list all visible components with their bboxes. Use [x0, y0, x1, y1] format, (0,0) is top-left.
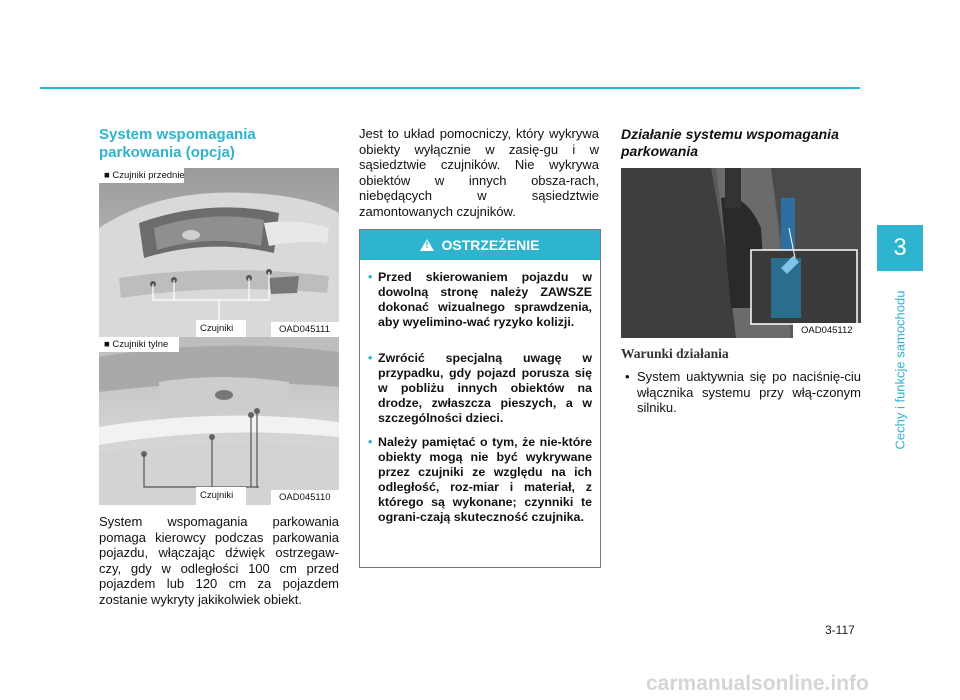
rear-bumper-illustration — [99, 337, 339, 505]
switch-figure-code: OAD045112 — [801, 325, 853, 336]
rear-sensors-figure — [99, 337, 339, 505]
bullet-dot-icon: • — [368, 270, 373, 284]
warning-header — [360, 230, 600, 260]
top-rule — [40, 87, 860, 89]
front-figure-caption: ■ Czujniki przednie — [104, 170, 185, 181]
warning-box — [359, 229, 601, 568]
list-item — [621, 369, 861, 416]
front-sensors-figure — [99, 168, 339, 337]
bullet-dot-icon: • — [625, 369, 630, 384]
bullet-dot-icon: • — [368, 351, 373, 365]
warning-item-text: Należy pamiętać o tym, że nie-które obiekty mogą nie być wykrywane przez czujniki ze względu na ich odległość, roz-miar i materiał, z którego są wykonane; czynniki te ograni-czają skuteczność czujnika. — [378, 435, 592, 524]
operation-title: Działanie systemu wspomagania parkowania — [621, 126, 839, 159]
warning-item — [368, 351, 592, 426]
middle-paragraph: Jest to układ pomocniczy, który wykrywa obiekty wyłącznie w zasię-gu i w sąsiedztwie czujników. Nie wykrywa obiektów w innych obsza-rach, niebędących w sąsiedztwie zamontowanych czujników. — [359, 126, 599, 219]
left-paragraph: System wspomagania parkowania pomaga kierowcy podczas parkowania pojazdu, włączając dźwięk ostrzegaw-czy, gdy w odległości 100 cm przed pojazdem lub 120 cm za pojazdem zostanie wykryty jakikolwiek obiekt. — [99, 514, 339, 607]
front-figure-code: OAD045111 — [279, 324, 330, 335]
bullet-dot-icon: • — [368, 435, 373, 449]
chapter-tab: 3 — [877, 225, 923, 271]
warning-item — [368, 270, 592, 330]
front-figure-label: Czujniki — [200, 323, 234, 334]
warning-item-text: Zwrócić specjalną uwagę w przypadku, gdy pojazd porusza się w pobliżu innych obiektów na drodze, zwłaszcza pieszych, a w szczególności dzieci. — [378, 351, 592, 425]
console-switch-illustration — [621, 168, 861, 338]
conditions-list — [621, 369, 861, 416]
watermark: carmanualsonline.info — [646, 672, 869, 695]
chapter-side-label — [885, 285, 915, 455]
chapter-title: Cechy i funkcje samochodu — [892, 290, 908, 450]
conditions-title: Warunki działania — [621, 346, 729, 361]
rear-figure-caption: ■ Czujniki tylne — [104, 339, 169, 350]
rear-figure-code: OAD045110 — [279, 492, 331, 503]
front-bumper-illustration — [99, 168, 339, 337]
warning-item — [368, 435, 592, 525]
switch-figure — [621, 168, 861, 338]
rear-figure-label: Czujniki — [200, 490, 234, 501]
warning-item-text: Przed skierowaniem pojazdu w dowolną stronę należy ZAWSZE dokonać wizualnego sprawdzenia, aby wyelimino-wać ryzyko kolizji. — [378, 270, 592, 329]
condition-text: System uaktywnia się po naciśnię-ciu włącznika systemu przy włą-czonym silniku. — [637, 369, 861, 415]
warning-title: OSTRZEŻENIE — [441, 237, 540, 253]
page-number: 3-117 — [825, 623, 855, 637]
warning-triangle-icon — [420, 239, 434, 251]
section-title: System wspomagania parkowania (opcja) — [99, 126, 256, 161]
